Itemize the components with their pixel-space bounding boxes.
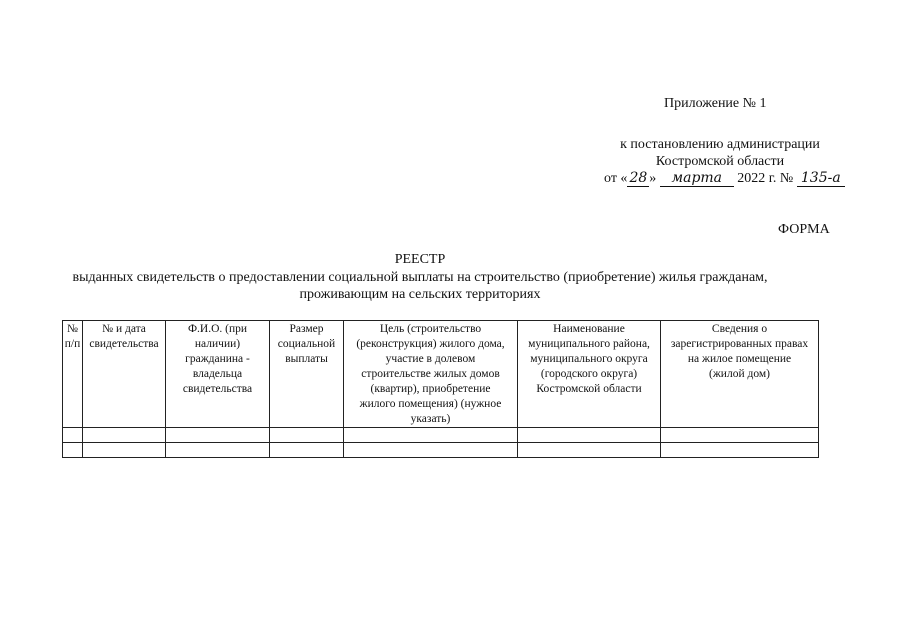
table-cell xyxy=(344,428,518,443)
appendix-title: Приложение № 1 xyxy=(664,96,767,111)
form-label: ФОРМА xyxy=(778,222,830,237)
header-line: выплаты xyxy=(285,353,328,365)
table-cell xyxy=(63,443,83,458)
header-line: Ф.И.О. (при xyxy=(187,323,248,335)
header-line: социальной xyxy=(277,338,336,350)
table-cell xyxy=(270,443,344,458)
column-header-municipality xyxy=(518,321,661,428)
resolution-line-2: Костромской области xyxy=(655,154,785,169)
table-cell xyxy=(83,428,166,443)
table-cell xyxy=(63,428,83,443)
table-cell xyxy=(166,443,270,458)
registry-table xyxy=(62,320,819,458)
header-line: Сведения о xyxy=(711,323,768,335)
table-row xyxy=(63,443,819,458)
table-cell xyxy=(661,443,819,458)
header-line: владельца xyxy=(192,368,243,380)
table-cell xyxy=(166,428,270,443)
header-line: строительстве жилых домов xyxy=(361,368,500,380)
table-cell xyxy=(518,428,661,443)
header-line: на жилое помещение xyxy=(687,353,792,365)
header-line: (реконструкция) жилого дома, xyxy=(356,338,505,350)
column-header-payment-amount xyxy=(270,321,344,428)
header-line: Костромской области xyxy=(536,383,642,395)
table-cell xyxy=(518,443,661,458)
header-line: гражданина - xyxy=(185,353,250,365)
header-line: наличии) xyxy=(194,338,241,350)
table-cell xyxy=(661,428,819,443)
header-line: муниципального округа xyxy=(530,353,648,365)
date-prefix: от « xyxy=(604,171,628,186)
header-line: Наименование xyxy=(553,323,625,335)
table-header-row xyxy=(63,321,819,428)
date-month: марта xyxy=(660,171,734,187)
table-cell xyxy=(83,443,166,458)
date-day: 28 xyxy=(629,170,648,186)
header-line: (жилой дом) xyxy=(709,368,770,380)
table-cell xyxy=(270,428,344,443)
header-line: Цель (строительство xyxy=(379,323,482,335)
header-line: указать) xyxy=(410,413,451,425)
resolution-date-line xyxy=(604,171,845,187)
header-line: свидетельства xyxy=(89,338,159,350)
header-line: № xyxy=(67,323,78,335)
header-line: муниципального района, xyxy=(528,338,650,350)
header-line: (городского округа) xyxy=(540,368,638,380)
registry-subtitle-line-1: выданных свидетельств о предоставлении социальной выплаты на строительство (приобретение) жилья гражданам, xyxy=(72,270,768,285)
date-year-text: 2022 г. № xyxy=(737,171,794,186)
column-header-property-rights xyxy=(661,321,819,428)
header-line: (квартир), приобретение xyxy=(370,383,491,395)
header-line: участие в долевом xyxy=(385,353,476,365)
column-header-holder-name xyxy=(166,321,270,428)
header-line: жилого помещения) (нужное xyxy=(359,398,502,410)
header-line: зарегистрированных правах xyxy=(670,338,809,350)
date-separator: » xyxy=(649,171,657,186)
column-header-number xyxy=(63,321,83,428)
table-cell xyxy=(344,443,518,458)
header-line: свидетельства xyxy=(182,383,253,395)
table-row xyxy=(63,428,819,443)
registry-subtitle-line-2: проживающим на сельских территориях xyxy=(299,287,541,302)
resolution-line-1: к постановлению администрации xyxy=(620,137,820,152)
registry-title: РЕЕСТР xyxy=(394,252,446,267)
header-line: № и дата xyxy=(102,323,146,335)
column-header-certificate xyxy=(83,321,166,428)
resolution-number: 135-а xyxy=(797,171,845,187)
header-line: п/п xyxy=(64,338,81,350)
column-header-purpose xyxy=(344,321,518,428)
header-line: Размер xyxy=(289,323,324,335)
